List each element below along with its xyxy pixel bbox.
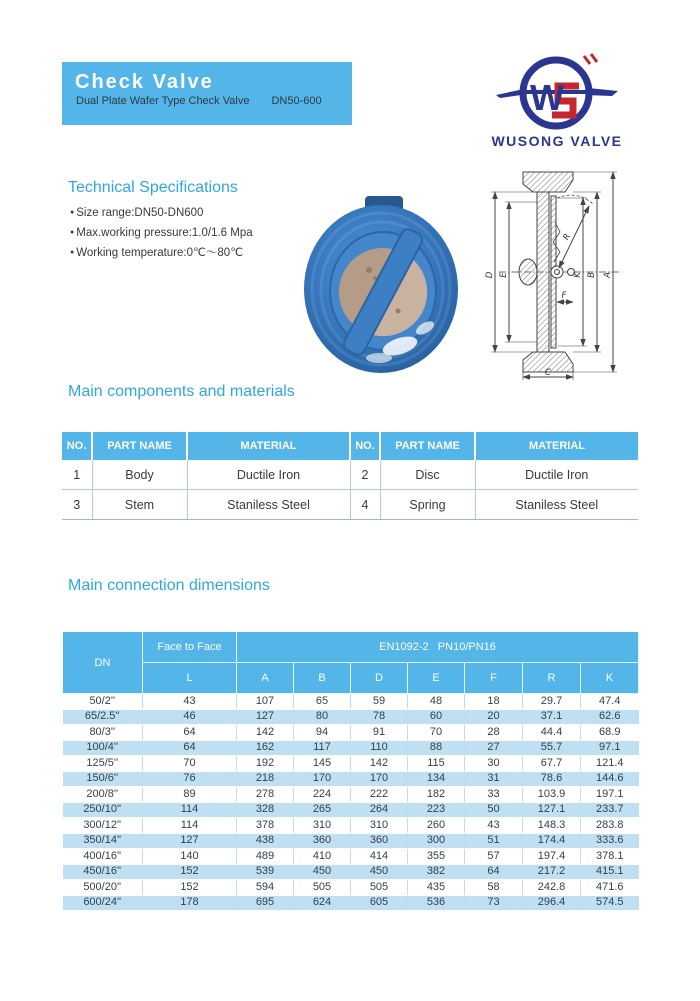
table-row: [63, 864, 639, 880]
table-cell: 62.6: [581, 709, 639, 725]
table-cell: Staniless Steel: [475, 490, 638, 520]
table-cell: 450: [294, 864, 351, 880]
table-cell: 59: [351, 694, 408, 710]
table-cell: 80/3'': [63, 725, 143, 741]
table-cell: Body: [92, 460, 187, 490]
table-cell: 152: [143, 880, 237, 896]
table-cell: 310: [294, 818, 351, 834]
table-cell: 110: [351, 740, 408, 756]
col-dn: DN: [63, 632, 143, 694]
table-cell: 88: [408, 740, 465, 756]
dim-label-e: E: [499, 272, 509, 278]
table-cell: 57: [465, 849, 523, 865]
table-cell: 65: [294, 694, 351, 710]
dimensions-table: [62, 631, 639, 911]
table-cell: 152: [143, 864, 237, 880]
table-cell: 94: [294, 725, 351, 741]
table-cell: 382: [408, 864, 465, 880]
table-cell: 217.2: [523, 864, 581, 880]
table-cell: 121.4: [581, 756, 639, 772]
table-cell: 114: [143, 802, 237, 818]
table-cell: 222: [351, 787, 408, 803]
table-cell: 450/16'': [63, 864, 143, 880]
header-cell: E: [408, 663, 465, 694]
table-cell: 28: [465, 725, 523, 741]
table-cell: 414: [351, 849, 408, 865]
header-cell: NO.: [350, 432, 380, 460]
table-cell: 100/4'': [63, 740, 143, 756]
table-cell: 260: [408, 818, 465, 834]
table-cell: 78.6: [523, 771, 581, 787]
tech-specs-heading: Technical Specifications: [68, 179, 238, 196]
spec-bullet: ● Working temperature:0℃～80℃: [70, 244, 253, 264]
dimensions-header-row-2: [63, 663, 639, 694]
table-cell: 218: [237, 771, 294, 787]
table-cell: 89: [143, 787, 237, 803]
table-row: [63, 709, 639, 725]
table-cell: 78: [351, 709, 408, 725]
dim-label-c: C: [545, 368, 551, 378]
table-cell: 127.1: [523, 802, 581, 818]
table-cell: 170: [294, 771, 351, 787]
header-cell: R: [523, 663, 581, 694]
table-cell: 68.9: [581, 725, 639, 741]
table-cell: 539: [237, 864, 294, 880]
table-row: [63, 694, 639, 710]
header-cell: MATERIAL: [187, 432, 350, 460]
table-cell: 50: [465, 802, 523, 818]
table-cell: 278: [237, 787, 294, 803]
table-cell: 197.4: [523, 849, 581, 865]
table-row: [63, 787, 639, 803]
dim-label-b: B: [587, 272, 597, 278]
table-cell: Ductile Iron: [475, 460, 638, 490]
components-table: [62, 432, 638, 520]
table-cell: Ductile Iron: [187, 460, 350, 490]
table-row: [63, 740, 639, 756]
table-cell: 80: [294, 709, 351, 725]
table-cell: 360: [294, 833, 351, 849]
table-cell: 574.5: [581, 895, 639, 911]
table-cell: 107: [237, 694, 294, 710]
table-cell: 30: [465, 756, 523, 772]
table-cell: 178: [143, 895, 237, 911]
table-cell: 117: [294, 740, 351, 756]
table-cell: 378.1: [581, 849, 639, 865]
spec-bullet: ● Max.working pressure:1.0/1.6 Mpa: [70, 224, 253, 244]
table-cell: 43: [143, 694, 237, 710]
table-cell: 73: [465, 895, 523, 911]
size-range: DN50-600: [271, 95, 322, 107]
table-cell: 170: [351, 771, 408, 787]
table-cell: 27: [465, 740, 523, 756]
page-subtitle: Dual Plate Wafer Type Check Valve: [76, 95, 250, 107]
table-cell: 162: [237, 740, 294, 756]
table-cell: 328: [237, 802, 294, 818]
table-cell: Staniless Steel: [187, 490, 350, 520]
table-cell: 44.4: [523, 725, 581, 741]
col-standard: EN1092-2 PN10/PN16: [237, 632, 639, 663]
table-cell: 37.1: [523, 709, 581, 725]
table-row: [63, 849, 639, 865]
page-title: Check Valve: [75, 71, 214, 93]
table-cell: 67.7: [523, 756, 581, 772]
table-cell: 33: [465, 787, 523, 803]
dimensions-heading: Main connection dimensions: [68, 577, 270, 594]
table-cell: 115: [408, 756, 465, 772]
table-cell: 624: [294, 895, 351, 911]
title-band: [62, 62, 352, 125]
table-cell: 103.9: [523, 787, 581, 803]
table-cell: 70: [408, 725, 465, 741]
table-cell: 4: [350, 490, 380, 520]
table-row: [63, 880, 639, 896]
table-cell: 97.1: [581, 740, 639, 756]
table-cell: 91: [351, 725, 408, 741]
header-cell: D: [351, 663, 408, 694]
col-face-to-face: Face to Face: [143, 632, 237, 663]
table-cell: 148.3: [523, 818, 581, 834]
table-cell: 60: [408, 709, 465, 725]
components-header-row: [62, 432, 638, 460]
header-cell: NO.: [62, 432, 92, 460]
tech-specs-list: [70, 204, 253, 264]
table-cell: 197.1: [581, 787, 639, 803]
table-row: [63, 802, 639, 818]
table-cell: 70: [143, 756, 237, 772]
table-cell: 605: [351, 895, 408, 911]
logo-monogram-w: W: [530, 77, 564, 118]
table-cell: 600/24'': [63, 895, 143, 911]
table-cell: 471.6: [581, 880, 639, 896]
header-cell: F: [465, 663, 523, 694]
table-cell: 242.8: [523, 880, 581, 896]
table-cell: 264: [351, 802, 408, 818]
table-cell: 65/2.5'': [63, 709, 143, 725]
table-cell: 594: [237, 880, 294, 896]
table-cell: 333.6: [581, 833, 639, 849]
header-cell: A: [237, 663, 294, 694]
valve-photo: [303, 196, 459, 374]
table-cell: 142: [237, 725, 294, 741]
table-cell: 233.7: [581, 802, 639, 818]
table-cell: 200/8'': [63, 787, 143, 803]
table-row: [62, 460, 638, 490]
table-cell: 18: [465, 694, 523, 710]
table-cell: 51: [465, 833, 523, 849]
table-cell: 174.4: [523, 833, 581, 849]
table-cell: 144.6: [581, 771, 639, 787]
table-cell: 2: [350, 460, 380, 490]
table-cell: 31: [465, 771, 523, 787]
dimensions-header-row-1: [63, 632, 639, 663]
table-cell: 142: [351, 756, 408, 772]
table-cell: 134: [408, 771, 465, 787]
table-cell: 400/16'': [63, 849, 143, 865]
table-cell: 1: [62, 460, 92, 490]
table-cell: 20: [465, 709, 523, 725]
table-cell: 300/12'': [63, 818, 143, 834]
dim-label-r: R: [561, 232, 574, 243]
table-cell: 64: [143, 725, 237, 741]
table-cell: 489: [237, 849, 294, 865]
table-row: [63, 895, 639, 911]
table-cell: 300: [408, 833, 465, 849]
table-cell: 46: [143, 709, 237, 725]
spec-bullet: ● Size range:DN50-DN600: [70, 204, 253, 224]
table-cell: 58: [465, 880, 523, 896]
table-row: [63, 833, 639, 849]
table-cell: 310: [351, 818, 408, 834]
table-cell: 47.4: [581, 694, 639, 710]
table-cell: Spring: [380, 490, 475, 520]
table-cell: 415.1: [581, 864, 639, 880]
dim-label-k: K: [573, 272, 583, 278]
table-cell: 192: [237, 756, 294, 772]
table-cell: 55.7: [523, 740, 581, 756]
dim-label-d: D: [485, 271, 495, 279]
table-cell: 350/14'': [63, 833, 143, 849]
valve-drawing: [471, 162, 663, 383]
table-cell: 500/20'': [63, 880, 143, 896]
dim-label-f: F: [561, 291, 567, 301]
table-cell: 140: [143, 849, 237, 865]
table-row: [63, 771, 639, 787]
table-cell: Stem: [92, 490, 187, 520]
table-cell: 29.7: [523, 694, 581, 710]
wusong-logo-icon: [494, 50, 620, 132]
table-row: [62, 490, 638, 520]
table-cell: 3: [62, 490, 92, 520]
brand-name: WUSONG VALVE: [491, 133, 623, 149]
dim-label-a: A: [603, 272, 613, 278]
table-cell: Disc: [380, 460, 475, 490]
table-cell: 182: [408, 787, 465, 803]
table-cell: 64: [465, 864, 523, 880]
table-cell: 450: [351, 864, 408, 880]
table-cell: 50/2'': [63, 694, 143, 710]
table-cell: 250/10'': [63, 802, 143, 818]
table-cell: 435: [408, 880, 465, 896]
table-cell: 224: [294, 787, 351, 803]
table-cell: 150/6'': [63, 771, 143, 787]
table-cell: 283.8: [581, 818, 639, 834]
table-cell: 438: [237, 833, 294, 849]
table-cell: 505: [294, 880, 351, 896]
table-cell: 76: [143, 771, 237, 787]
table-cell: 125/5'': [63, 756, 143, 772]
table-cell: 536: [408, 895, 465, 911]
table-cell: 378: [237, 818, 294, 834]
header-cell: PART NAME: [92, 432, 187, 460]
table-cell: 127: [237, 709, 294, 725]
header-cell: B: [294, 663, 351, 694]
table-row: [63, 725, 639, 741]
table-cell: 223: [408, 802, 465, 818]
table-cell: 355: [408, 849, 465, 865]
table-cell: 695: [237, 895, 294, 911]
table-cell: 43: [465, 818, 523, 834]
table-row: [63, 818, 639, 834]
header-cell: L: [143, 663, 237, 694]
table-cell: 410: [294, 849, 351, 865]
table-cell: 296.4: [523, 895, 581, 911]
table-row: [63, 756, 639, 772]
table-cell: 48: [408, 694, 465, 710]
header-cell: PART NAME: [380, 432, 475, 460]
table-cell: 127: [143, 833, 237, 849]
table-cell: 114: [143, 818, 237, 834]
table-cell: 64: [143, 740, 237, 756]
table-cell: 360: [351, 833, 408, 849]
table-cell: 145: [294, 756, 351, 772]
header-cell: K: [581, 663, 639, 694]
table-cell: 265: [294, 802, 351, 818]
header-cell: MATERIAL: [475, 432, 638, 460]
components-heading: Main components and materials: [68, 383, 295, 400]
table-cell: 505: [351, 880, 408, 896]
